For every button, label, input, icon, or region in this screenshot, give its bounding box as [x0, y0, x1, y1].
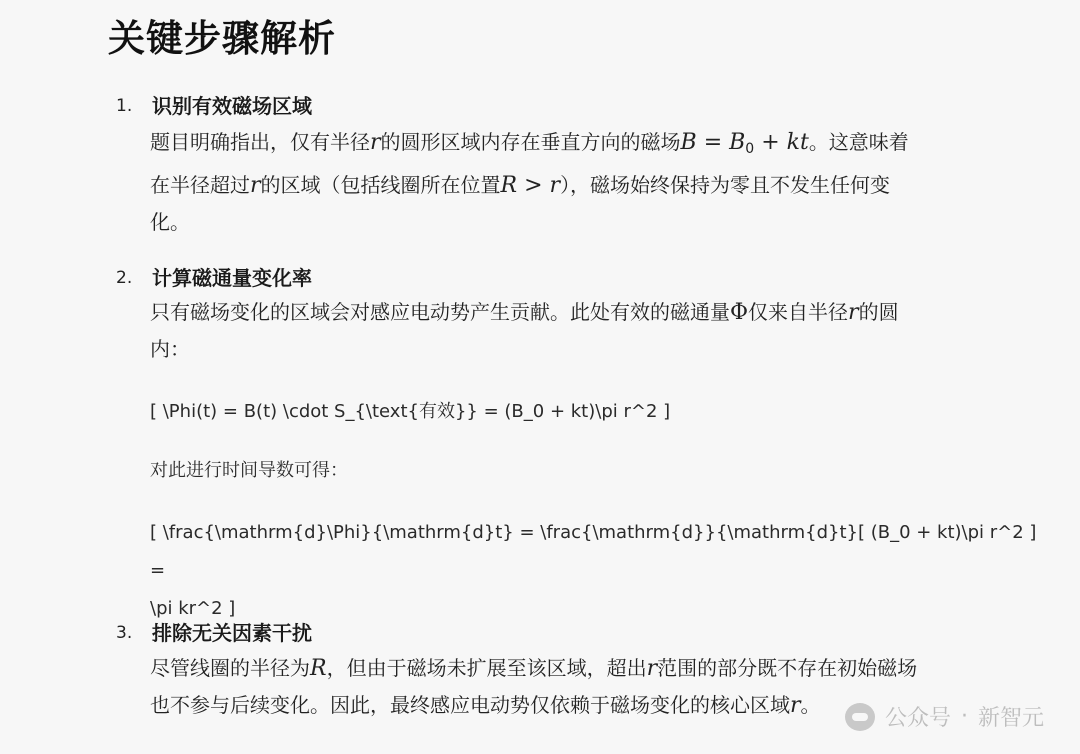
equation-derivative — [150, 514, 1045, 628]
equation-derivative-line-2: \pi kr^2 ] — [150, 598, 236, 619]
page-title: 关键步骤解析 — [108, 17, 336, 60]
derivative-intro: 对此进行时间导数可得： — [150, 460, 348, 481]
watermark-brand: 新智元 — [977, 706, 1044, 731]
section-3-number: 3. — [116, 623, 133, 643]
section-1-line-2: 在半径超过r的区域（包括线圈所在位置R > r），磁场始终保持为零且不发生任何变 — [150, 173, 891, 198]
section-3-line-1: 尽管线圈的半径为R，但由于磁场未扩展至该区域，超出r范围的部分既不存在初始磁场 — [150, 656, 918, 681]
section-2-paragraph — [150, 294, 1045, 367]
section-3-title: 排除无关因素干扰 — [152, 621, 312, 645]
section-1-line-1: 题目明确指出，仅有半径r的圆形区域内存在垂直方向的磁场$B = B_0$ + kt。这意味着 — [150, 130, 909, 157]
section-3-line-2: 也不参与后续变化。因此，最终感应电动势仅依赖于磁场变化的核心区域r。 — [150, 693, 821, 718]
section-1-paragraph — [150, 124, 1045, 240]
section-2-line-1: 只有磁场变化的区域会对感应电动势产生贡献。此处有效的磁通量Φ仅来自半径r的圆 — [150, 300, 899, 325]
section-1-line-3: 化。 — [150, 210, 190, 234]
section-2-number: 2. — [116, 268, 133, 288]
equation-derivative-line-1: [ \frac{\mathrm{d}\Phi}{\mathrm{d}t} = \frac{\mathrm{d}}{\mathrm{d}t}[ (B_0 + kt)\pi r^2 ] = — [150, 522, 1037, 581]
section-1-number: 1. — [116, 96, 133, 116]
watermark-dot: · — [960, 704, 968, 729]
equation-flux: [ \Phi(t) = B(t) \cdot S_{\text{有效}} = (B_0 + kt)\pi r^2 ] — [150, 401, 671, 422]
section-2-line-2: 内： — [150, 337, 190, 361]
wechat-icon — [845, 703, 875, 731]
section-1-title: 识别有效磁场区域 — [152, 94, 312, 118]
section-2-title: 计算磁通量变化率 — [152, 266, 312, 290]
watermark — [845, 701, 1044, 732]
watermark-source: 公众号 — [884, 706, 951, 731]
